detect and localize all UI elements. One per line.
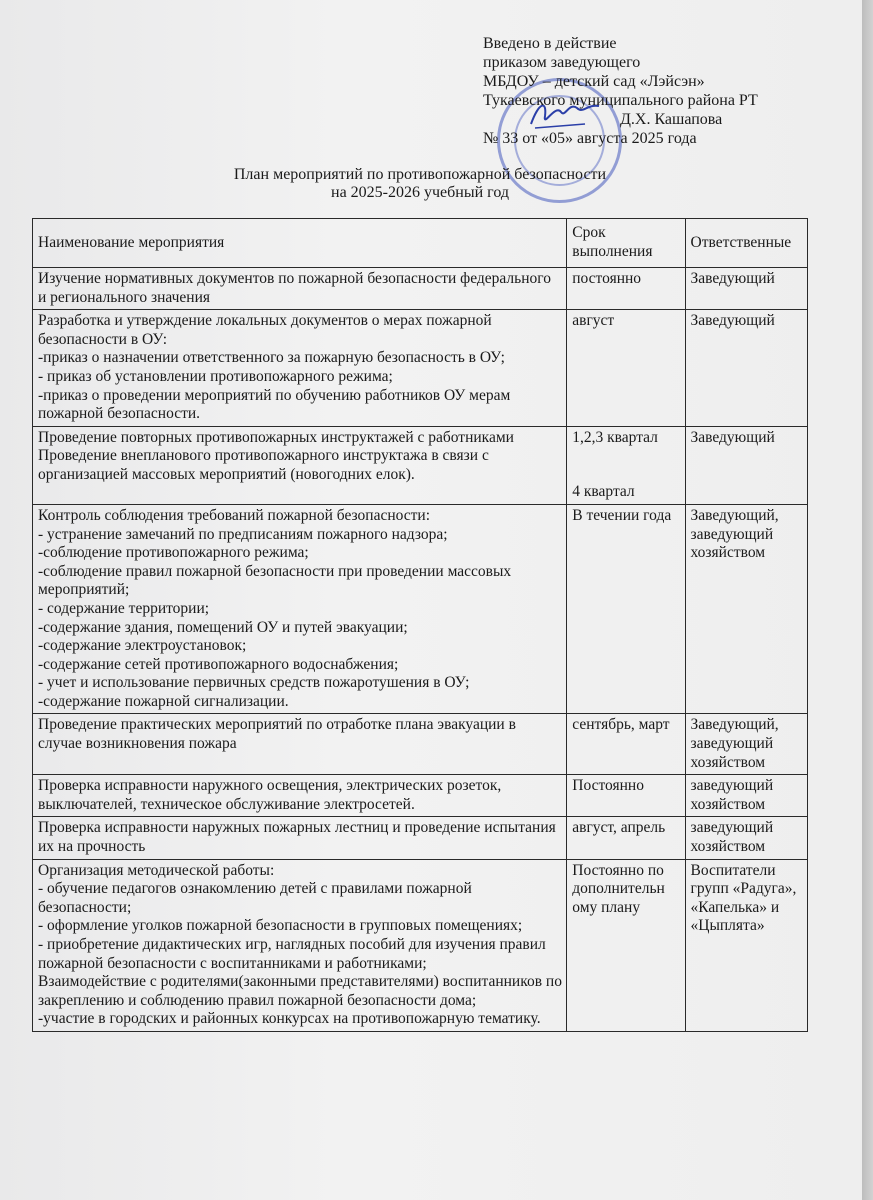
cell-line: 4 квартал xyxy=(572,483,635,501)
cell-line: Проведение повторных противопожарных инструктажей с работниками xyxy=(38,428,514,446)
cell-line: Постоянно xyxy=(572,777,644,795)
cell-line: сентябрь, март xyxy=(572,716,670,734)
table-row xyxy=(33,859,808,1031)
cell-name xyxy=(33,426,567,504)
cell-line: В течении года xyxy=(572,506,672,524)
cell-line: Проведение практических мероприятий по отработке плана эвакуации в случае возникновения пожара xyxy=(38,716,516,753)
cell-line: Взаимодействие с родителями(законными представителями) воспитанников по закреплению и соблюдению правил пожарной безопасности дома; xyxy=(38,973,562,1009)
approval-signer: Д.Х. Кашапова xyxy=(620,111,723,128)
cell-name xyxy=(33,859,567,1031)
cell-responsible xyxy=(685,714,808,775)
cell-term xyxy=(567,426,685,504)
approval-line: приказом заведующего xyxy=(483,54,641,71)
cell-responsible xyxy=(685,268,808,310)
approval-order: № 33 от «05» августа 2025 года xyxy=(483,130,697,147)
cell-line: заведующий хозяйством xyxy=(690,819,774,856)
cell-line: - содержание территории; xyxy=(38,599,210,617)
cell-term xyxy=(567,268,685,310)
cell-line: 1,2,3 квартал xyxy=(572,428,658,446)
cell-responsible xyxy=(685,504,808,714)
table-row xyxy=(33,504,808,714)
cell-line: Проведение внепланового противопожарного инструктажа в связи с организацией массовых мероприятий (новогодних елок). xyxy=(38,447,489,483)
cell-line: - устранение замечаний по предписаниям пожарного надзора; xyxy=(38,525,448,543)
header-responsible: Ответственные xyxy=(685,219,808,268)
table-row xyxy=(33,714,808,775)
cell-line: Проверка исправности наружных пожарных лестниц и проведение испытания их на прочность xyxy=(38,819,556,856)
cell-name xyxy=(33,268,567,310)
title-line: на 2025-2026 учебный год xyxy=(331,184,509,201)
cell-name xyxy=(33,714,567,775)
cell-responsible xyxy=(685,426,808,504)
cell-name xyxy=(33,310,567,427)
cell-line: -приказ о назначении ответственного за пожарную безопасность в ОУ; xyxy=(38,349,505,367)
cell-line: август xyxy=(572,312,615,330)
cell-responsible xyxy=(685,859,808,1031)
table-row xyxy=(33,268,808,310)
cell-line: Заведующий, заведующий хозяйством xyxy=(690,716,779,771)
document-title xyxy=(180,166,660,202)
cell-line: Проверка исправности наружного освещения, электрических розеток, выключателей, техническое обслуживание электросетей. xyxy=(38,777,502,813)
header-term: Срок выполнения xyxy=(567,219,685,268)
cell-line: Заведующий xyxy=(690,428,775,446)
cell-line: Организация методической работы: xyxy=(38,861,275,879)
cell-term xyxy=(567,775,685,817)
cell-line: -соблюдение противопожарного режима; xyxy=(38,544,309,562)
cell-line: постоянно xyxy=(572,270,642,287)
cell-name xyxy=(33,817,567,859)
cell-name xyxy=(33,775,567,817)
approval-line: Тукаевского муниципального района РТ xyxy=(483,92,758,109)
table-row xyxy=(33,310,808,427)
cell-line xyxy=(572,447,680,465)
cell-term xyxy=(567,504,685,714)
cell-responsible xyxy=(685,775,808,817)
plan-table xyxy=(32,218,808,1032)
approval-line: МБДОУ – детский сад «Лэйсэн» xyxy=(483,73,705,90)
cell-line: заведующий хозяйством xyxy=(690,777,774,813)
cell-line: -соблюдение правил пожарной безопасности при проведении массовых мероприятий; xyxy=(38,562,512,599)
table-row xyxy=(33,817,808,859)
cell-line: -содержание сетей противопожарного водоснабжения; xyxy=(38,655,399,673)
cell-line: Разработка и утверждение локальных документов о мерах пожарной безопасности в ОУ: xyxy=(38,312,492,348)
cell-term xyxy=(567,714,685,775)
cell-line: Постоянно по дополнительн ому плану xyxy=(572,861,665,916)
cell-term xyxy=(567,817,685,859)
page-edge xyxy=(862,0,873,1200)
cell-line: Воспитатели групп «Радуга», «Капелька» и «Цыплята» xyxy=(690,861,797,935)
cell-line: -содержание здания, помещений ОУ и путей эвакуации; xyxy=(38,618,408,636)
cell-term xyxy=(567,859,685,1031)
cell-line: - приказ об установлении противопожарного режима; xyxy=(38,367,393,385)
approval-block xyxy=(483,34,843,148)
cell-term xyxy=(567,310,685,427)
cell-line: Изучение нормативных документов по пожарной безопасности федерального и регионального значения xyxy=(38,270,552,306)
cell-line: - оформление уголков пожарной безопасности в групповых помещениях; xyxy=(38,917,523,935)
table-header-row xyxy=(33,219,808,268)
cell-line: Заведующий xyxy=(690,270,775,287)
table-row xyxy=(33,775,808,817)
cell-line: - приобретение дидактических игр, наглядных пособий для изучения правил пожарной безопасности с воспитанниками и работниками; xyxy=(38,936,546,972)
cell-line: -участие в городских и районных конкурсах на противопожарную тематику. xyxy=(38,1010,541,1028)
cell-line xyxy=(572,465,680,483)
cell-line: -содержание электроустановок; xyxy=(38,637,247,655)
cell-line: - учет и использование первичных средств пожаротушения в ОУ; xyxy=(38,674,470,692)
title-line: План мероприятий по противопожарной безопасности xyxy=(233,166,607,183)
cell-line: Контроль соблюдения требований пожарной безопасности: xyxy=(38,506,431,524)
cell-line: - обучение педагогов ознакомлению детей с правилами пожарной безопасности; xyxy=(38,880,472,916)
cell-line: -приказ о проведении мероприятий по обучению работников ОУ мерам пожарной безопасности. xyxy=(38,386,511,423)
cell-responsible xyxy=(685,817,808,859)
cell-line: Заведующий xyxy=(690,312,775,330)
cell-line: -содержание пожарной сигнализации. xyxy=(38,692,289,710)
table-row xyxy=(33,426,808,504)
cell-responsible xyxy=(685,310,808,427)
cell-line: Заведующий, заведующий хозяйством xyxy=(690,506,779,562)
header-name: Наименование мероприятия xyxy=(33,219,567,268)
cell-name xyxy=(33,504,567,714)
cell-line: август, апрель xyxy=(572,819,666,837)
approval-line: Введено в действие xyxy=(483,35,617,52)
